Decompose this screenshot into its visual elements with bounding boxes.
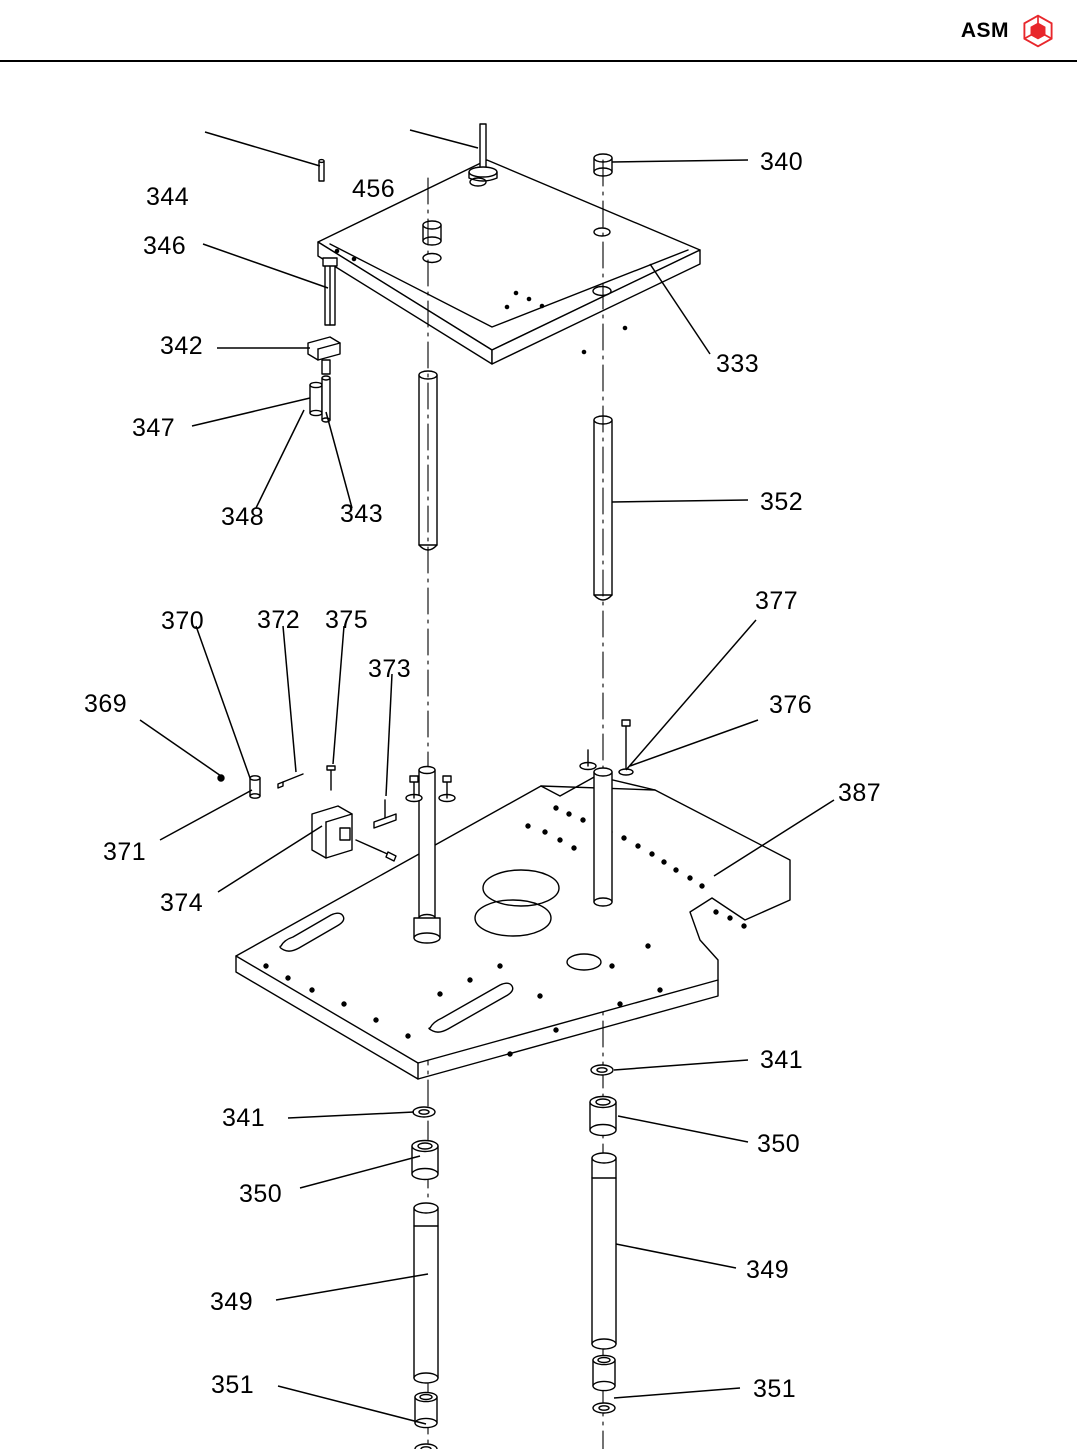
callout-340: 340 bbox=[760, 148, 804, 176]
part-343-pin bbox=[322, 376, 330, 422]
parts-376-377 bbox=[580, 720, 633, 775]
part-340-bushing-lower bbox=[423, 221, 441, 245]
hexagon-cube-icon bbox=[1021, 14, 1055, 48]
callout-342: 342 bbox=[160, 332, 204, 360]
callout-369: 369 bbox=[84, 690, 128, 718]
callout-346: 346 bbox=[143, 232, 187, 260]
callout-370: 370 bbox=[161, 607, 205, 635]
callout-350-right: 350 bbox=[757, 1130, 801, 1158]
callout-350-left: 350 bbox=[239, 1180, 283, 1208]
diagram-canvas bbox=[0, 60, 1077, 1449]
callout-351-left: 351 bbox=[211, 1371, 255, 1399]
part-341-washer-left bbox=[413, 1107, 435, 1117]
brand-logo bbox=[961, 14, 1055, 48]
callout-387: 387 bbox=[838, 779, 882, 807]
part-341-washer-right bbox=[591, 1065, 613, 1075]
callout-375: 375 bbox=[325, 606, 369, 634]
callout-371: 371 bbox=[103, 838, 147, 866]
part-350-bushing-right bbox=[590, 1097, 616, 1136]
part-347-spacer bbox=[310, 382, 322, 415]
part-351-nut-right bbox=[593, 1355, 615, 1413]
callout-373: 373 bbox=[368, 655, 412, 683]
callout-341-right: 341 bbox=[760, 1046, 804, 1074]
callout-347: 347 bbox=[132, 414, 176, 442]
brand-name: ASM bbox=[960, 19, 1009, 42]
exploded-diagram bbox=[0, 60, 1077, 1449]
callout-456: 456 bbox=[352, 175, 396, 203]
callout-349-right: 349 bbox=[746, 1256, 790, 1284]
part-350-bushing-left bbox=[412, 1141, 438, 1180]
callout-341-left: 341 bbox=[222, 1104, 266, 1132]
callout-376: 376 bbox=[769, 691, 813, 719]
part-350-plate-bushing-right bbox=[594, 768, 612, 906]
callout-374: 374 bbox=[160, 889, 204, 917]
part-349-shaft-right bbox=[592, 1153, 616, 1349]
callout-377: 377 bbox=[755, 587, 799, 615]
callout-349-left: 349 bbox=[210, 1288, 254, 1316]
part-346-rail bbox=[323, 258, 337, 325]
part-456-screw bbox=[469, 124, 497, 181]
callout-372: 372 bbox=[257, 606, 301, 634]
part-349-shaft-left bbox=[414, 1203, 438, 1383]
callout-333: 333 bbox=[716, 350, 760, 378]
callout-351-right: 351 bbox=[753, 1375, 797, 1403]
part-342-bracket bbox=[308, 337, 340, 374]
callout-343: 343 bbox=[340, 500, 384, 528]
part-351-nut-left bbox=[415, 1392, 437, 1449]
callout-352: 352 bbox=[760, 488, 804, 516]
callout-348: 348 bbox=[221, 503, 265, 531]
callout-344: 344 bbox=[146, 183, 190, 211]
part-344-pin bbox=[319, 160, 324, 181]
page-header bbox=[0, 0, 1077, 60]
